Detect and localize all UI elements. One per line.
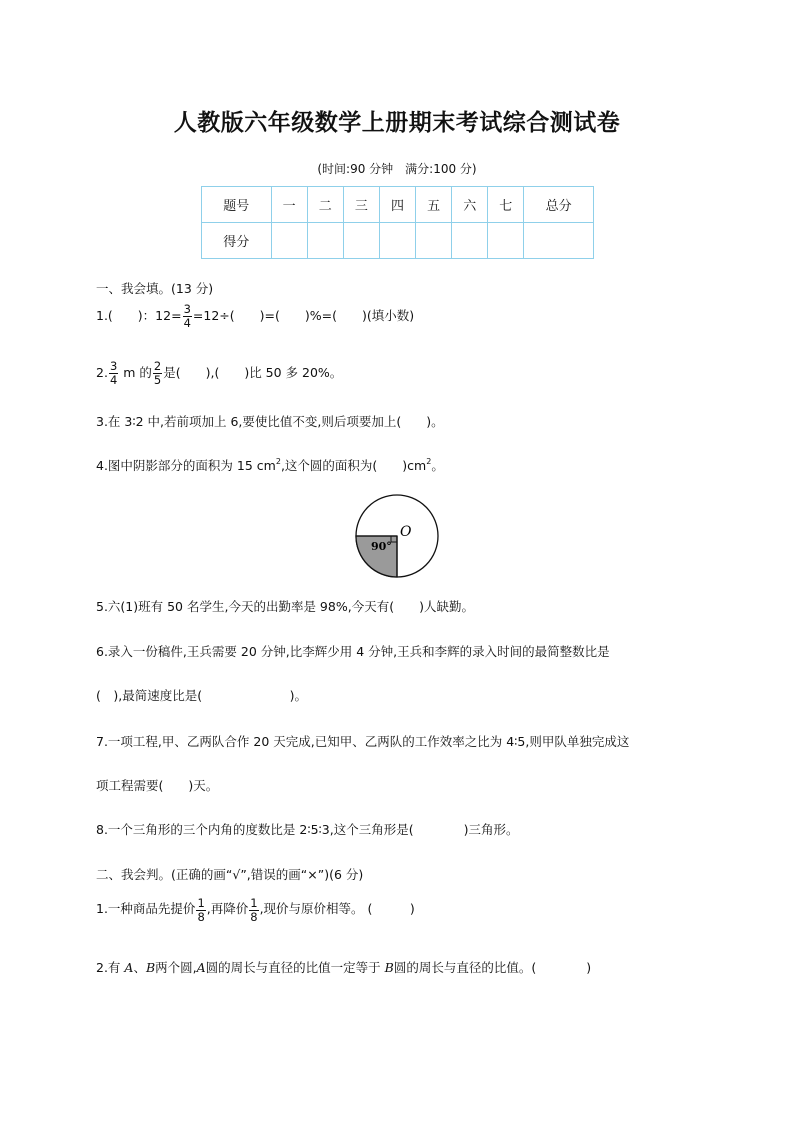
angle-label: 90° — [371, 540, 392, 553]
question-1-6-line2: ( ),最简速度比是( )。 — [96, 688, 307, 703]
fraction — [109, 360, 118, 387]
section1-heading: 一、我会填。(13 分) — [96, 281, 214, 296]
numerator: 2 — [153, 359, 162, 373]
circle-figure — [352, 491, 442, 581]
superscript: 2 — [426, 457, 432, 466]
header-cell: 六 — [452, 187, 488, 223]
header-cell: 四 — [379, 187, 415, 223]
numerator: 1 — [197, 896, 205, 910]
question-2-2 — [96, 958, 591, 976]
score-cell[interactable] — [379, 223, 415, 259]
fraction — [196, 897, 205, 924]
variable-b: B — [384, 960, 394, 975]
q-text: 圆的周长与直径的比值一定等于 — [205, 960, 385, 975]
score-cell[interactable] — [343, 223, 379, 259]
question-1-6-line1: 6.录入一份稿件,王兵需要 20 分钟,比李辉少用 4 分钟,王兵和李辉的录入时间的最简整数比是 — [96, 644, 610, 659]
question-1-2 — [96, 360, 342, 387]
score-cell[interactable] — [416, 223, 452, 259]
question-1-1 — [96, 303, 414, 330]
header-cell: 五 — [416, 187, 452, 223]
header-cell: 七 — [488, 187, 524, 223]
q-text: 。 — [431, 458, 444, 473]
header-cell: 题号 — [202, 187, 272, 223]
q-text: 是( ),( )比 50 多 20%。 — [163, 365, 343, 380]
q-text: 1.一种商品先提价 — [96, 901, 196, 916]
score-table-header-row — [202, 187, 594, 223]
q-text: 圆的周长与直径的比值。( ) — [393, 960, 592, 975]
score-cell[interactable] — [524, 223, 594, 259]
question-2-1 — [96, 897, 415, 924]
q-text: 4.图中阴影部分的面积为 15 cm — [96, 458, 276, 473]
variable-a: A — [196, 960, 206, 975]
denominator: 4 — [183, 316, 191, 330]
numerator: 3 — [109, 359, 118, 373]
score-cell[interactable] — [452, 223, 488, 259]
fraction — [183, 303, 192, 330]
question-1-8: 8.一个三角形的三个内角的度数比是 2∶5∶3,这个三角形是( )三角形。 — [96, 822, 519, 837]
question-1-7-line2: 项工程需要( )天。 — [96, 778, 219, 793]
q-text: ,再降价 — [206, 901, 249, 916]
variable-a: A — [124, 960, 134, 975]
denominator: 8 — [250, 910, 258, 924]
q-text: 2.有 — [96, 960, 125, 975]
q-text: 1.( )：12= — [96, 308, 182, 323]
q-text: m 的 — [119, 365, 152, 380]
numerator: 3 — [183, 302, 191, 316]
fraction — [249, 897, 258, 924]
denominator: 4 — [109, 373, 118, 387]
score-table — [201, 186, 594, 259]
denominator: 5 — [153, 373, 162, 387]
q-text: ,这个圆的面积为( )cm — [280, 458, 427, 473]
superscript: 2 — [275, 457, 281, 466]
score-table-score-row — [202, 223, 594, 259]
header-cell: 二 — [307, 187, 343, 223]
row-label: 得分 — [202, 223, 272, 259]
exam-info: (时间:90 分钟 满分:100 分) — [317, 162, 477, 176]
q-text: 2. — [96, 365, 108, 380]
numerator: 1 — [250, 896, 258, 910]
score-cell[interactable] — [488, 223, 524, 259]
header-cell: 三 — [343, 187, 379, 223]
question-1-3: 3.在 3∶2 中,若前项加上 6,要使比值不变,则后项要加上( )。 — [96, 414, 444, 429]
q-text: 两个圆, — [155, 960, 197, 975]
center-label: O — [400, 524, 412, 540]
question-1-7-line1: 7.一项工程,甲、乙两队合作 20 天完成,已知甲、乙两队的工作效率之比为 4∶5,则甲队单独完成这 — [96, 734, 630, 749]
question-1-4 — [96, 456, 444, 474]
fraction — [153, 360, 162, 387]
score-cell[interactable] — [307, 223, 343, 259]
variable-b: B — [145, 960, 156, 975]
q-text: 、 — [133, 960, 146, 975]
header-cell: 一 — [271, 187, 307, 223]
q-text: ,现价与原价相等。 ( ) — [259, 901, 415, 916]
question-1-5: 5.六(1)班有 50 名学生,今天的出勤率是 98%,今天有( )人缺勤。 — [96, 599, 474, 614]
header-cell: 总分 — [524, 187, 594, 223]
page-title: 人教版六年级数学上册期末考试综合测试卷 — [173, 109, 621, 136]
denominator: 8 — [197, 910, 205, 924]
score-cell[interactable] — [271, 223, 307, 259]
section2-heading: 二、我会判。(正确的画“√”,错误的画“×”)(6 分) — [96, 867, 364, 882]
q-text: =12÷( )=( )%=( )(填小数) — [192, 308, 415, 323]
